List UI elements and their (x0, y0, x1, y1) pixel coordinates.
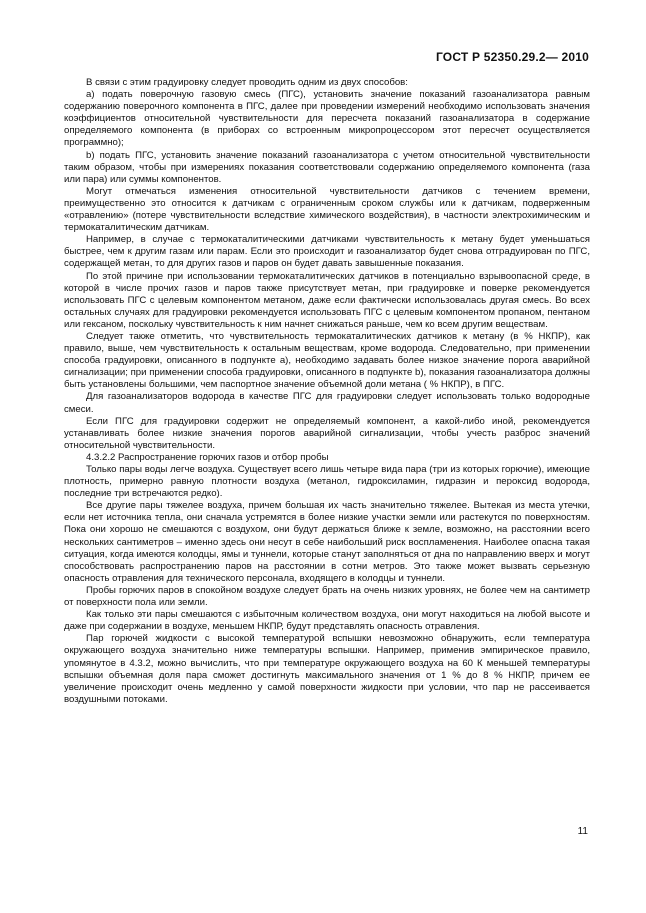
paragraph: Следует также отметить, что чувствительность термокаталитических датчиков к метану (в % НКПР), как правило, выше, чем чувствительность к остальным веществам, кроме водорода. Следовательно, при применении способа градуировки, описанного в подпункте а), необходимо задавать более низкое значение порога аварийной сигнализации; при применении способа градуировки, описанного в подпункте b), показания газоанализатора должны быть установлены большими, чем паспортное значение объемной доли метана ( % НКПР), в ПГС. (64, 330, 590, 391)
paragraph: а) подать поверочную газовую смесь (ПГС), установить значение показаний газоанализатора равным содержанию поверочного компонента в ПГС, далее при проведении измерений необходимо использовать значения коэффициентов относительной чувствительности для пересчета показаний газоанализатора в содержание определяемого компонента (в приборах со встроенным микропроцессором этот пересчет осуществляется программно); (64, 89, 590, 149)
paragraph: По этой причине при использовании термокаталитических датчиков в потенциально взрывоопасной среде, в которой в числе прочих газов и паров также присутствует метан, при градуировке и поверке рекомендуется использовать ПГС с целевым компонентом метаном, даже если фактически использовалась другая смесь. Во всех остальных случаях для градуировки рекомендуется использовать ПГС с целевым компонентом пропаном, пентаном или гексаном, поскольку чувствительность к ним начнет снижаться раньше, чем ко всем другим веществам. (64, 270, 590, 330)
paragraph: Как только эти пары смешаются с избыточным количеством воздуха, они могут находиться на любой высоте и даже при содержании в воздухе, меньшем НКПР, будут представлять опасность отравления. (64, 609, 590, 633)
paragraph: Только пары воды легче воздуха. Существует всего лишь четыре вида пара (три из которых горючие), имеющие плотность, примерно равную плотности воздуха (метанол, гидроксиламин, гидразин и пероксид водорода, последние три встречаются редко). (64, 464, 590, 500)
paragraph: Могут отмечаться изменения относительной чувствительности датчиков с течением времени, преимущественно это относится к датчикам с ограниченным сроком службы или к датчикам, подверженным «отравлению» (потере чувствительности вследствие химического воздействия), в частности электрохимическим и термокаталитическим датчикам. (64, 185, 590, 234)
section-heading: 4.3.2.2 Распространение горючих газов и отбор пробы (86, 451, 329, 463)
paragraph: b) подать ПГС, установить значение показаний газоанализатора с учетом относительной чувствительности таким образом, чтобы при измерениях показания соответствовали содержанию определяемого компонента (газа или пара) или суммы компонентов. (64, 149, 590, 185)
paragraph: Пар горючей жидкости с высокой температурой вспышки невозможно обнаружить, если температура окружающего воздуха значительно ниже температуры вспышки. Например, применив эмпирическое правило, упомянутое в 4.3.2, можно вычислить, что при температуре окружающего воздуха на 60 К меньшей температуры вспышки объемная доля пара сможет достигнуть максимального значения от 1 % до 8 % НКПР, причем ее увеличение происходит очень медленно у самой поверхности жидкости при условии, что пар не рассеивается воздушными потоками. (64, 633, 590, 705)
paragraph: Для газоанализаторов водорода в качестве ПГС для градуировки следует использовать только водородные смеси. (64, 391, 590, 415)
paragraph: Пробы горючих паров в спокойном воздухе следует брать на очень низких уровнях, не более чем на сантиметр от поверхности пола или земли. (64, 584, 590, 609)
paragraph: Если ПГС для градуировки содержит не определяемый компонент, а какой-либо иной, рекомендуется устанавливать более низкие значения порогов аварийной сигнализации, чтобы учесть разброс значений относительной чувствительности. (64, 415, 590, 451)
page-number: 11 (577, 826, 588, 837)
document-body (64, 77, 590, 706)
document-header: ГОСТ Р 52350.29.2— 2010 (435, 50, 589, 64)
paragraph: Например, в случае с термокаталитическими датчиками чувствительность к метану будет уменьшаться быстрее, чем к другим газам или парам. Если это происходит и газоанализатор будет снова отградуирован по ПГС, содержащей метан, то для других газов и паров он будет давать завышенные показания. (64, 234, 590, 270)
paragraph: Все другие пары тяжелее воздуха, причем большая их часть значительно тяжелее. Вытекая из места утечки, если нет источника тепла, они сначала устремятся в более низкие участки земли или растекутся по поверхностям. Пока они хорошо не смешаются с воздухом, они будут держаться ближе к земле, возможно, на расстоянии всего нескольких сантиметров – именно здесь они несут в себе наибольший риск воспламенения. Наиболее опасна такая ситуация, когда имеются колодцы, ямы и туннели, которые станут заполняться от дна по направлению вверх и могут способствовать распространению паров на расстоянии в сотни метров. Это также может вызвать серьезную опасность отравления для технического персонала, входящего в колодцы и туннели. (64, 500, 590, 584)
paragraph: В связи с этим градуировку следует проводить одним из двух способов: (86, 77, 408, 88)
